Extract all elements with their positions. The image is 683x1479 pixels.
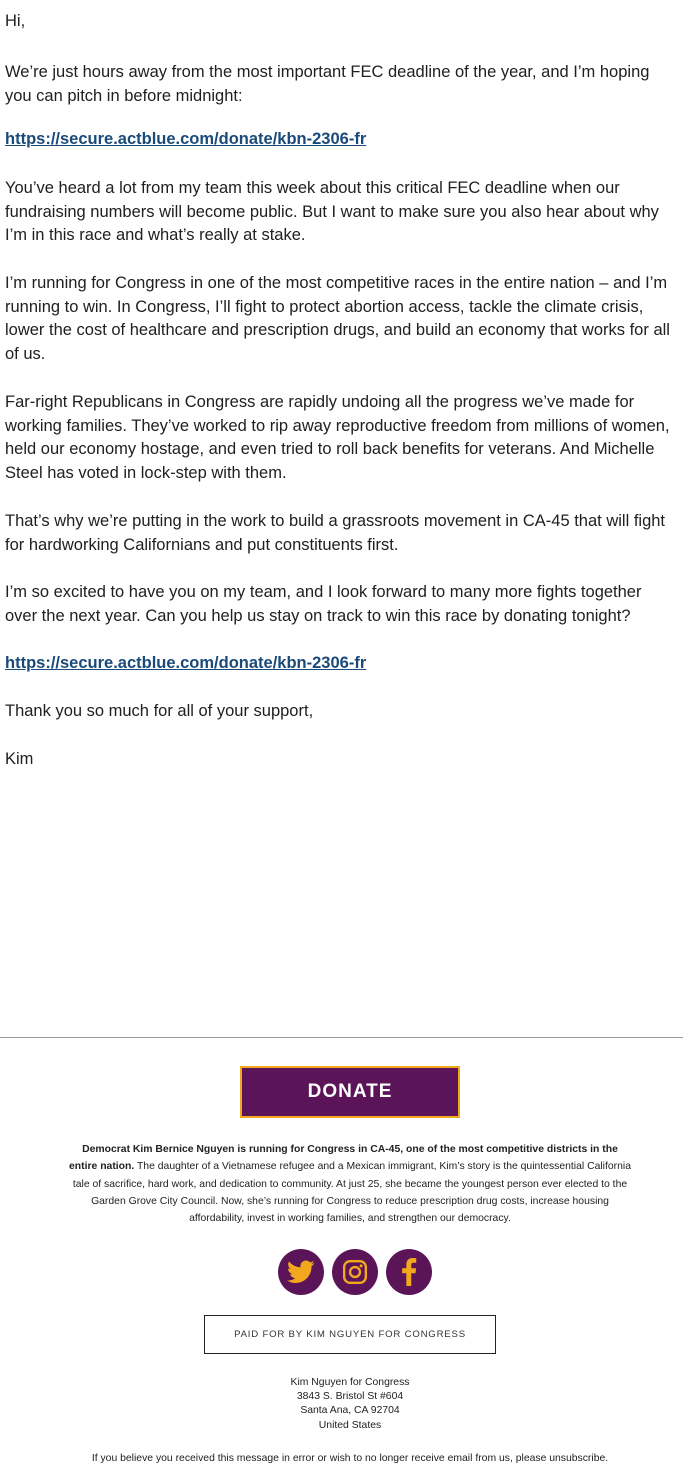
text-line: lower the cost of healthcare and prescription drugs, and build an economy that works for all: [5, 321, 670, 340]
signature: Kim: [5, 750, 34, 768]
mailing-address: [200, 1376, 500, 1433]
address-line: Kim Nguyen for Congress: [290, 1377, 410, 1388]
footer-divider: [0, 1037, 683, 1038]
paragraph-grassroots: [5, 510, 665, 557]
text-line: I’m in this race and what’s really at stake.: [5, 226, 306, 245]
paragraph-republicans: [5, 391, 670, 486]
paragraph-ask: [5, 581, 641, 628]
text-line: We’re just hours away from the most important FEC deadline of the year, and I’m hoping: [5, 63, 650, 81]
bio-line-5: affordability, invest in working families, and strengthen our democracy.: [189, 1213, 511, 1225]
text-line: That’s why we’re putting in the work to build a grassroots movement in CA-45 that will fight: [5, 512, 665, 530]
instagram-icon[interactable]: [332, 1249, 378, 1295]
text-line: held our economy hostage, and even tried to roll back benefits for veterans. And Michelle: [5, 440, 655, 459]
paragraph-fec: [5, 177, 659, 248]
closing: Thank you so much for all of your support,: [5, 702, 314, 720]
text-line: fundraising numbers will become public. But I want to make sure you also hear about why: [5, 202, 659, 221]
text-line: I’m running for Congress in one of the most competitive races in the entire nation – and I’m: [5, 274, 668, 292]
text-line: running to win. In Congress, I’ll fight to protect abortion access, tackle the climate crisis,: [5, 297, 644, 316]
bio-line-4: Garden Grove City Council. Now, she’s running for Congress to reduce prescription drug costs, increase housing: [91, 1195, 609, 1207]
paragraph-running: [5, 272, 670, 367]
text-line: for hardworking Californians and put constituents first.: [5, 535, 399, 554]
paid-for-disclaimer: PAID FOR BY KIM NGUYEN FOR CONGRESS: [204, 1315, 496, 1354]
donate-button[interactable]: DONATE: [240, 1066, 460, 1118]
donate-link-bottom[interactable]: https://secure.actblue.com/donate/kbn-2306-fr: [5, 654, 367, 672]
facebook-icon[interactable]: [386, 1249, 432, 1295]
twitter-icon[interactable]: [278, 1249, 324, 1295]
paragraph-intro: [5, 61, 649, 108]
unsubscribe-notice[interactable]: If you believe you received this message in error or wish to no longer receive email from us, please unsubscribe.: [91, 1453, 609, 1464]
donate-link-top[interactable]: https://secure.actblue.com/donate/kbn-2306-fr: [5, 130, 367, 148]
text-line: working families. They’ve worked to rip away reproductive freedom from millions of women,: [5, 416, 670, 435]
greeting: Hi,: [5, 12, 26, 30]
address-line: United States: [318, 1419, 382, 1431]
social-links: [278, 1249, 432, 1295]
bio-line-3: tale of sacrifice, hard work, and dedication to community. At just 25, she became the youngest person ever elected to the: [72, 1178, 628, 1190]
address-line: Santa Ana, CA 92704: [300, 1405, 400, 1417]
text-line: over the next year. Can you help us stay on track to win this race by donating tonight?: [5, 606, 631, 625]
bio-bold-line-1: Democrat Kim Bernice Nguyen is running for Congress in CA-45, one of the most competitive districts in the: [82, 1144, 618, 1155]
candidate-bio: [48, 1141, 652, 1227]
bio-line-2: The daughter of a Vietnamese refugee and a Mexican immigrant, Kim’s story is the quintessential California: [134, 1161, 631, 1173]
bio-bold-line-2: entire nation.: [69, 1161, 135, 1173]
text-line: Far-right Republicans in Congress are rapidly undoing all the progress we’ve made for: [5, 393, 635, 411]
text-line: you can pitch in before midnight:: [5, 86, 243, 105]
text-line: I’m so excited to have you on my team, and I look forward to many more fights together: [5, 583, 642, 601]
text-line: You’ve heard a lot from my team this week about this critical FEC deadline when our: [5, 179, 620, 197]
text-line: of us.: [5, 345, 46, 364]
text-line: Steel has voted in lock-step with them.: [5, 464, 287, 483]
address-line: 3843 S. Bristol St #604: [296, 1391, 404, 1403]
